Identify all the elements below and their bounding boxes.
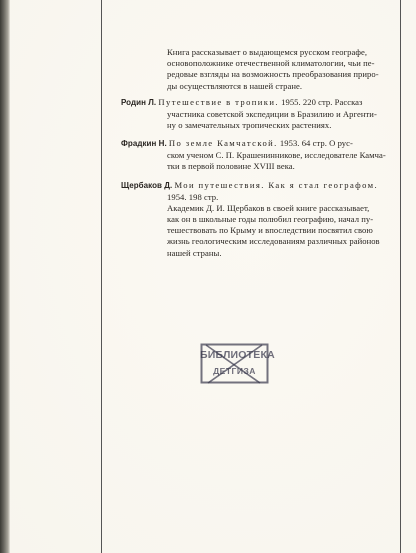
entry-line: Академик Д. И. Щербаков в своей книге рассказывает, — [167, 202, 370, 213]
entry-fradkin-body — [167, 150, 386, 172]
intro-paragraph — [167, 47, 379, 92]
entry-line: 1954. 198 стр. — [167, 191, 219, 202]
entry-author: Родин Л. — [121, 98, 157, 107]
entry-shcherbakov — [121, 180, 378, 191]
entry-line: тешествовать по Крыму и впоследствии посвятил свою — [167, 225, 373, 236]
entry-details: 1955. 220 стр. Рассказ — [281, 97, 363, 107]
intro-line: Книга рассказывает о выдающемся русском географе, — [167, 47, 368, 57]
stamp-text-line2: ДЕТГИЗА — [213, 366, 256, 376]
entry-line: как он в школьные годы полюбил географию, начал пу- — [167, 213, 374, 224]
entry-line: тки в первой половине XVIII века. — [167, 160, 295, 171]
entry-rodin-body — [167, 109, 377, 131]
right-border-line — [400, 0, 401, 553]
entry-details: 1953. 64 стр. О рус- — [279, 138, 353, 148]
entry-line: нашей страны. — [167, 247, 222, 258]
library-stamp — [200, 343, 275, 384]
intro-line: основоположнике отечественной климатологии, чьи пе- — [167, 58, 375, 69]
binding-edge — [0, 0, 10, 553]
entry-line: участника советской экспедиции в Бразилию и Аргенти- — [167, 108, 377, 119]
left-border-line — [101, 0, 102, 553]
entry-shcherbakov-body — [167, 192, 380, 259]
entry-title: Путешествие в тропики. — [158, 97, 279, 107]
entry-title: Мои путешествия. Как я стал географом. — [174, 180, 379, 190]
entry-fradkin — [121, 138, 353, 149]
entry-line: ском ученом С. П. Крашенинникове, исследователе Камча- — [167, 149, 386, 160]
entry-rodin — [121, 97, 363, 108]
intro-line: ды осуществляются в нашей стране. — [167, 80, 303, 91]
entry-line: ну о замечательных тропических растениях. — [167, 119, 332, 130]
entry-title: По земле Камчатской. — [168, 138, 278, 148]
stamp-text-line1: БИБЛИОТЕКА — [200, 349, 275, 361]
entry-author: Фрадкин Н. — [121, 139, 167, 148]
entry-author: Щербаков Д. — [121, 181, 173, 190]
intro-line: редовые взгляды на возможность преобразования приро- — [167, 69, 379, 80]
entry-line: жизнь геологическим исследованиям различных районов — [167, 236, 380, 247]
